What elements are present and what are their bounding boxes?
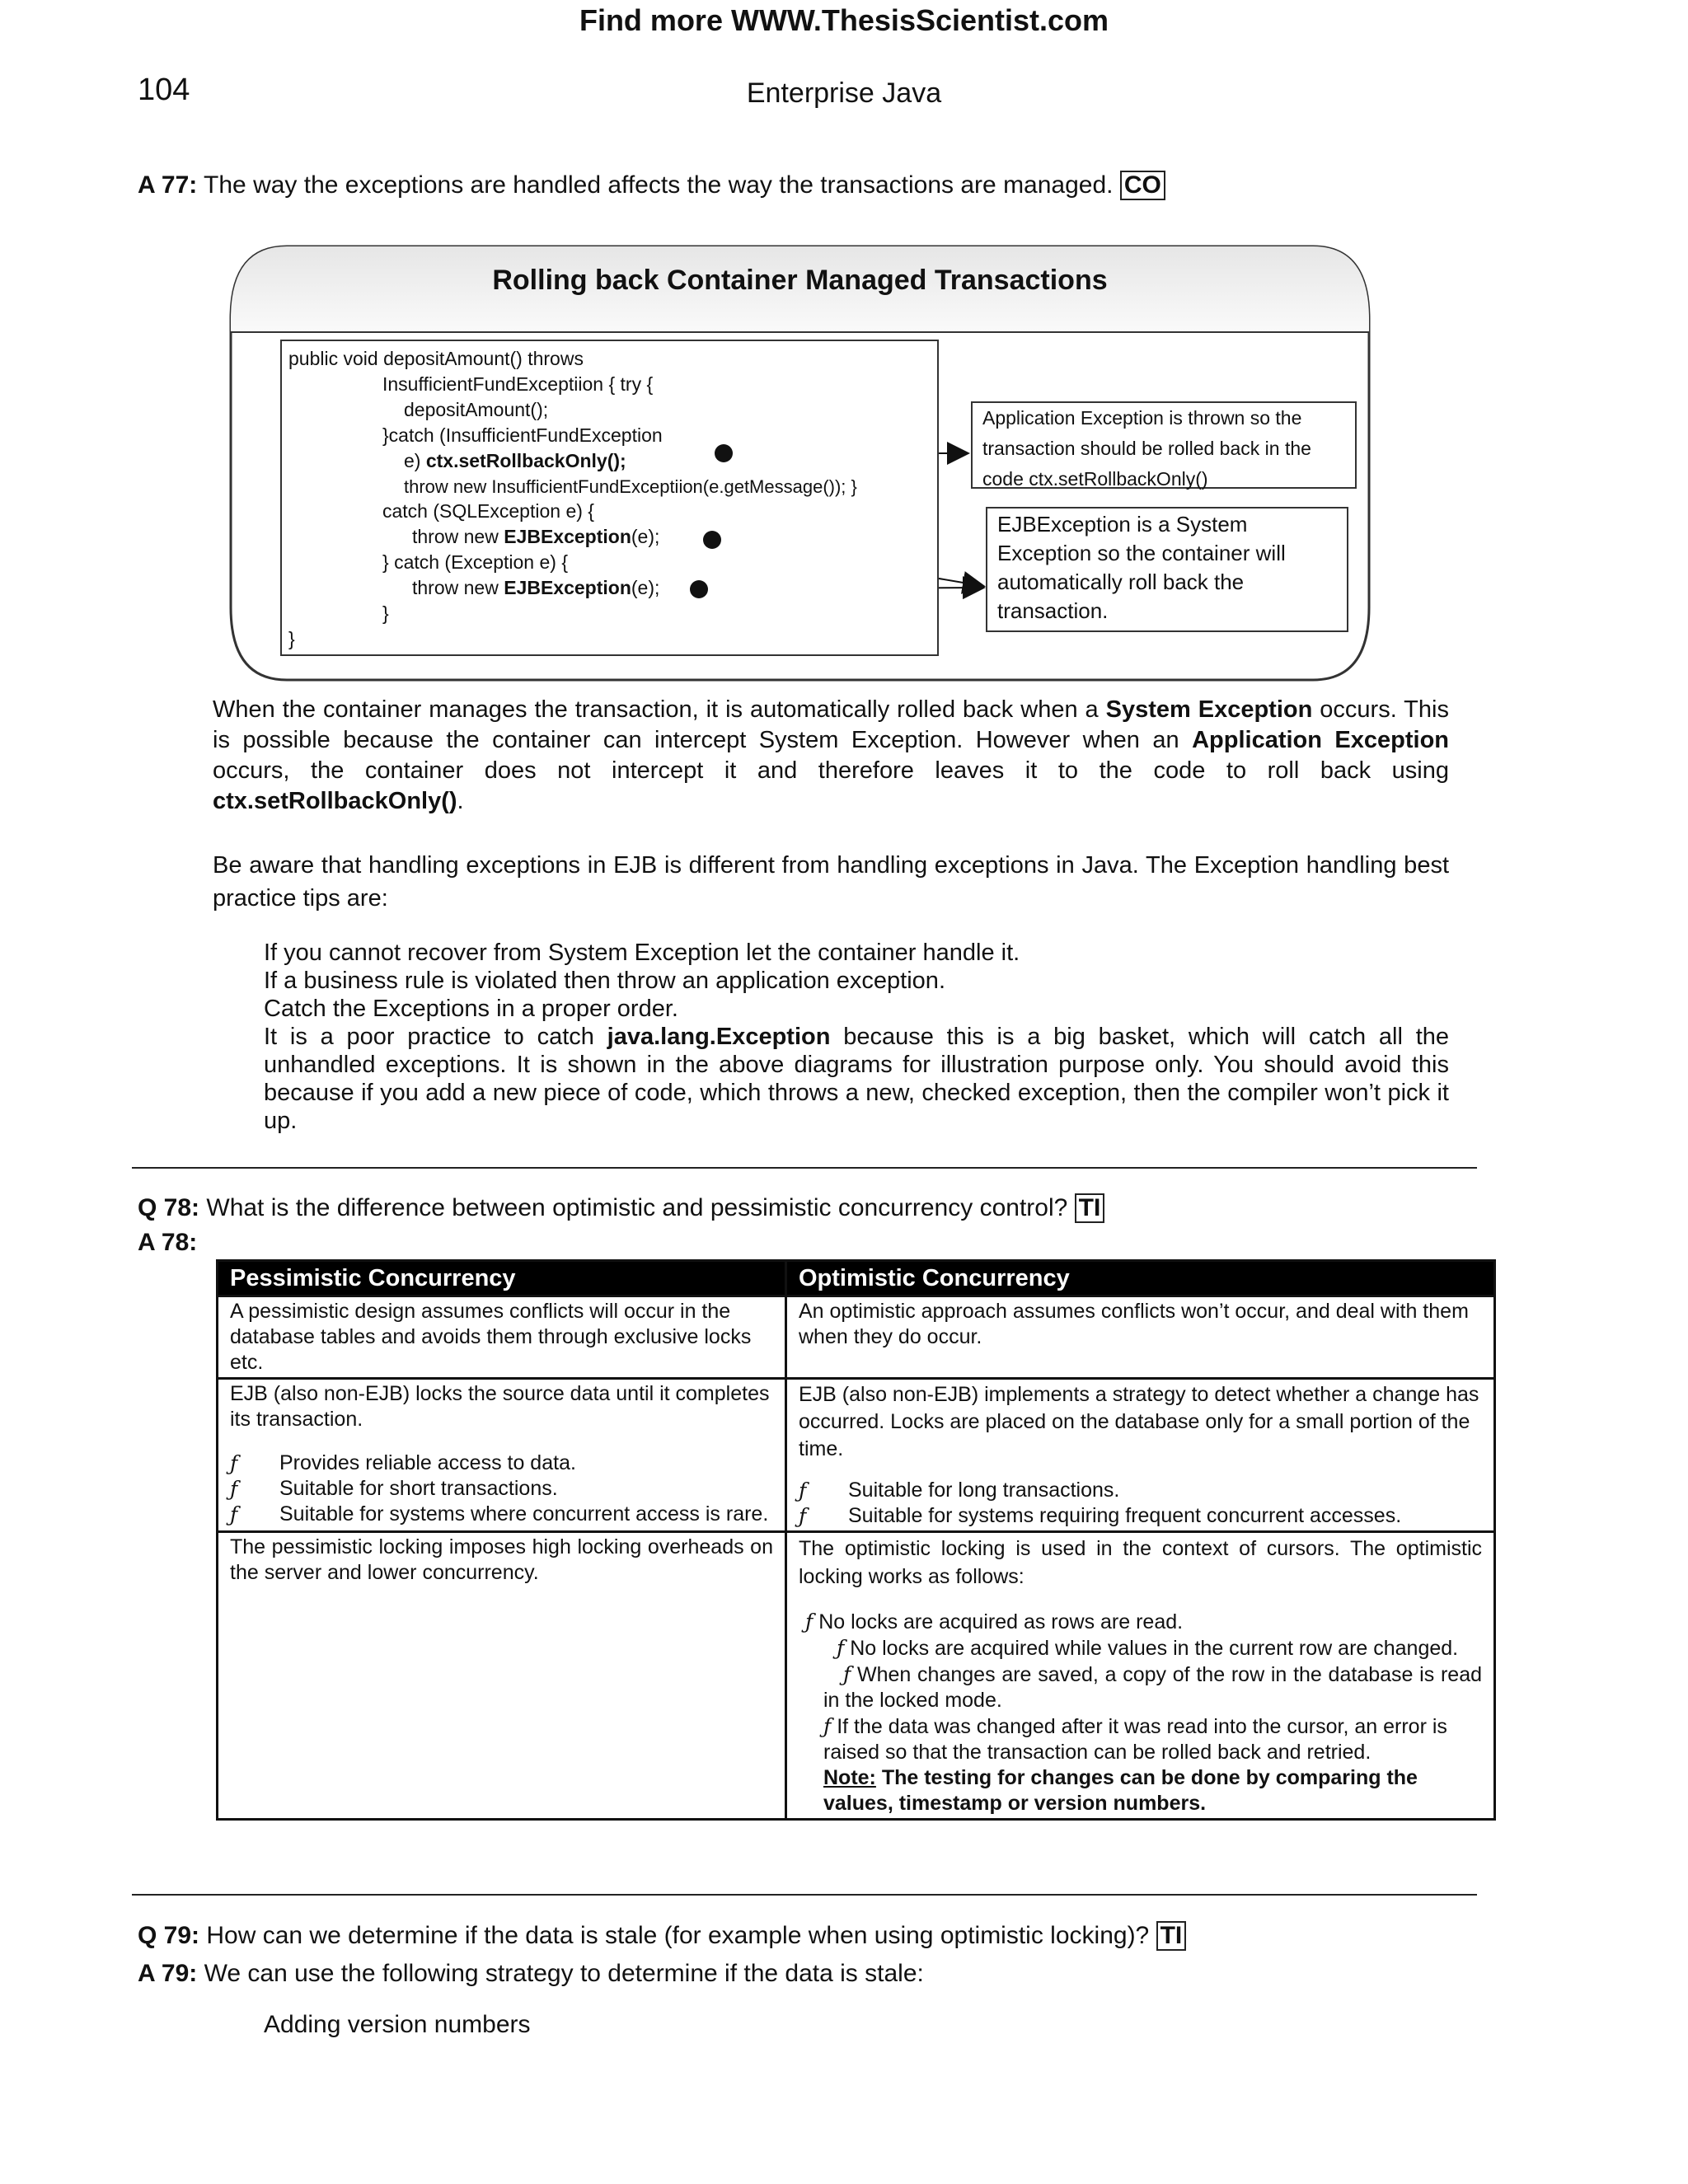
bullet-icon: ƒ [837, 1636, 845, 1660]
table-cell [218, 1379, 786, 1532]
text-bold: Application Exception [1192, 727, 1449, 753]
paragraph-best-practice: Be aware that handling exceptions in EJB is different from handling exceptions in Java. The Exception handling best practice tips are: [213, 852, 1449, 912]
text: because this is a big basket, which will catch all the unhandled exceptions. It is shown in the above diagrams for illustration purpose only. You should avoid this because if you add a new piece of code, which throws a new, checked exception, then the compiler won’t pick it up. [264, 1024, 1450, 1134]
bullet-icon: ƒ [230, 1502, 238, 1526]
bullet-icon: ƒ [799, 1504, 807, 1528]
code-token: e) [404, 450, 421, 471]
note-text: The testing for changes can be done by comparing the values, timestamp or version numbers [823, 1766, 1418, 1815]
table-row [218, 1379, 1495, 1532]
code-line [412, 524, 659, 550]
code-token-bold: ctx.setRollbackOnly(); [425, 450, 626, 471]
answer-label: A 77: [138, 171, 198, 199]
column-header: Optimistic Concurrency [786, 1261, 1495, 1296]
list-item [230, 1502, 773, 1527]
question-label: Q 79: [138, 1922, 200, 1949]
table-cell: An optimistic approach assumes conflicts won’t occur, and deal with them when they do occur. [786, 1296, 1495, 1379]
ejb-exception-note: EJBException is a System Exception so the container will automatically roll back the transaction. [986, 507, 1348, 632]
table-row [218, 1296, 1495, 1379]
question-79 [138, 1920, 1186, 1952]
code-token: (e); [631, 526, 660, 547]
text-bold: ctx.setRollbackOnly() [213, 788, 457, 814]
table-cell: A pessimistic design assumes conflicts will occur in the database tables and avoids them through exclusive locks etc. [218, 1296, 786, 1379]
text: occurs, the container does not intercept it and therefore leaves it to the code to roll back using [213, 757, 1449, 784]
code-line: InsufficientFundExceptiion { try { [382, 373, 654, 395]
text-bold: System Exception [1105, 696, 1313, 723]
code-line: } [288, 628, 295, 649]
answer-text: The way the exceptions are handled affects the way the transactions are managed. [204, 171, 1114, 199]
answer-text: We can use the following strategy to determine if the data is stale: [204, 1960, 924, 1987]
question-label: Q 78: [138, 1194, 200, 1221]
question-text: What is the difference between optimistic and pessimistic concurrency control? [206, 1194, 1068, 1221]
bullet-icon: ƒ [230, 1477, 238, 1501]
cell-text: Suitable for systems requiring frequent concurrent accesses. [848, 1504, 1402, 1527]
bullet-icon: ƒ [823, 1714, 832, 1738]
question-78 [138, 1193, 1104, 1224]
cell-text: Suitable for short transactions. [279, 1477, 558, 1500]
list-item [230, 1476, 773, 1502]
code-line: catch (SQLException e) { [382, 500, 594, 522]
topic-tag: CO [1120, 171, 1165, 200]
code-token: (e); [631, 577, 660, 598]
code-line: depositAmount(); [404, 399, 549, 420]
table-cell [786, 1379, 1495, 1532]
book-title: Enterprise Java [746, 77, 942, 109]
strategy-item: Adding version numbers [264, 2011, 531, 2038]
paragraph-rollback [213, 695, 1449, 817]
code-token: throw new [412, 526, 499, 547]
table-cell [786, 1532, 1495, 1820]
note-label: Note: [823, 1766, 876, 1789]
cell-text: The pessimistic locking imposes high locking overheads on the server and lower concurrency. [230, 1535, 773, 1584]
topic-tag: TI [1156, 1921, 1187, 1951]
cell-text: Provides reliable access to data. [279, 1451, 576, 1474]
code-line: } [382, 602, 389, 624]
note: Note: The testing for changes can be done by comparing the values, timestamp or version numbers. [823, 1766, 1418, 1815]
cell-text: Suitable for long transactions. [848, 1479, 1120, 1502]
tip: If you cannot recover from System Exception let the container handle it. [264, 940, 1020, 966]
code-line: }catch (InsufficientFundException [382, 424, 663, 446]
code-token-bold: EJBException [504, 577, 631, 598]
text: When the container manages the transaction, it is automatically rolled back when a [213, 696, 1099, 723]
code-token: throw new [412, 577, 499, 598]
tip: If a business rule is violated then throw an application exception. [264, 968, 945, 994]
text-bold: java.lang.Exception [607, 1024, 831, 1050]
code-line: throw new InsufficientFundExceptiion(e.getMessage()); } [404, 476, 857, 497]
question-text: How can we determine if the data is stale (for example when using optimistic locking)? [206, 1922, 1150, 1949]
cell-text: EJB (also non-EJB) implements a strategy to detect whether a change has occurred. Locks are placed on the database only for a small portion of the time. [799, 1383, 1479, 1460]
cell-text: EJB (also non-EJB) locks the source data until it completes its transaction. [230, 1382, 770, 1431]
cell-text: No locks are acquired as rows are read. [818, 1610, 1184, 1633]
list-item [799, 1713, 1482, 1765]
code-listing [280, 340, 939, 656]
cell-text: If the data was changed after it was read into the cursor, an error is raised so that the transaction can be rolled back and retried. [823, 1715, 1447, 1764]
cell-text: When changes are saved, a copy of the row in the database is read in the locked mode. [823, 1663, 1482, 1712]
answer-label: A 79: [138, 1960, 198, 1987]
bullet-icon: ƒ [805, 1610, 814, 1633]
text: occurs. This is possible because the container can intercept System Exception. However when an [213, 696, 1449, 753]
text: . [457, 788, 464, 814]
table-row [218, 1532, 1495, 1820]
answer-77 [138, 170, 1165, 201]
table-cell [218, 1532, 786, 1820]
answer-78-label [138, 1227, 197, 1258]
bullet-icon: ƒ [799, 1479, 807, 1502]
list-item [799, 1609, 1482, 1635]
list-item [799, 1503, 1482, 1529]
tip [264, 1023, 1449, 1135]
tips-list [264, 939, 1449, 1135]
list-item [799, 1635, 1482, 1661]
code-token-bold: EJBException [504, 526, 631, 547]
bullet-icon: ƒ [230, 1451, 238, 1475]
list-item [230, 1451, 773, 1476]
cell-text: No locks are acquired while values in the current row are changed. [850, 1637, 1459, 1660]
cell-text: Suitable for systems where concurrent access is rare. [279, 1502, 769, 1526]
page-number: 104 [138, 73, 190, 107]
tip: Catch the Exceptions in a proper order. [264, 996, 678, 1022]
section-divider [132, 1167, 1477, 1169]
text: It is a poor practice to catch [264, 1024, 594, 1050]
diagram-title: Rolling back Container Managed Transactions [492, 265, 1108, 296]
section-divider [132, 1894, 1477, 1896]
list-item [799, 1478, 1482, 1503]
cell-text: The optimistic locking is used in the context of cursors. The optimistic locking works as follows: [799, 1537, 1482, 1588]
application-exception-note: Application Exception is thrown so the transaction should be rolled back in the code ctx.setRollbackOnly() [971, 401, 1357, 489]
code-line [412, 575, 659, 601]
table-header-row [218, 1261, 1495, 1296]
code-line: } catch (Exception e) { [382, 551, 569, 573]
concurrency-table [216, 1259, 1496, 1821]
bullet-icon: ƒ [843, 1662, 851, 1686]
answer-79 [138, 1958, 924, 1990]
answer-label: A 78: [138, 1229, 198, 1256]
rollback-diagram [229, 245, 1371, 682]
code-line: public void depositAmount() throws [288, 348, 584, 369]
topic-tag: TI [1075, 1193, 1105, 1223]
column-header: Pessimistic Concurrency [218, 1261, 786, 1296]
site-banner: Find more WWW.ThesisScientist.com [579, 3, 1109, 37]
code-line [404, 448, 626, 474]
list-item [799, 1661, 1482, 1713]
